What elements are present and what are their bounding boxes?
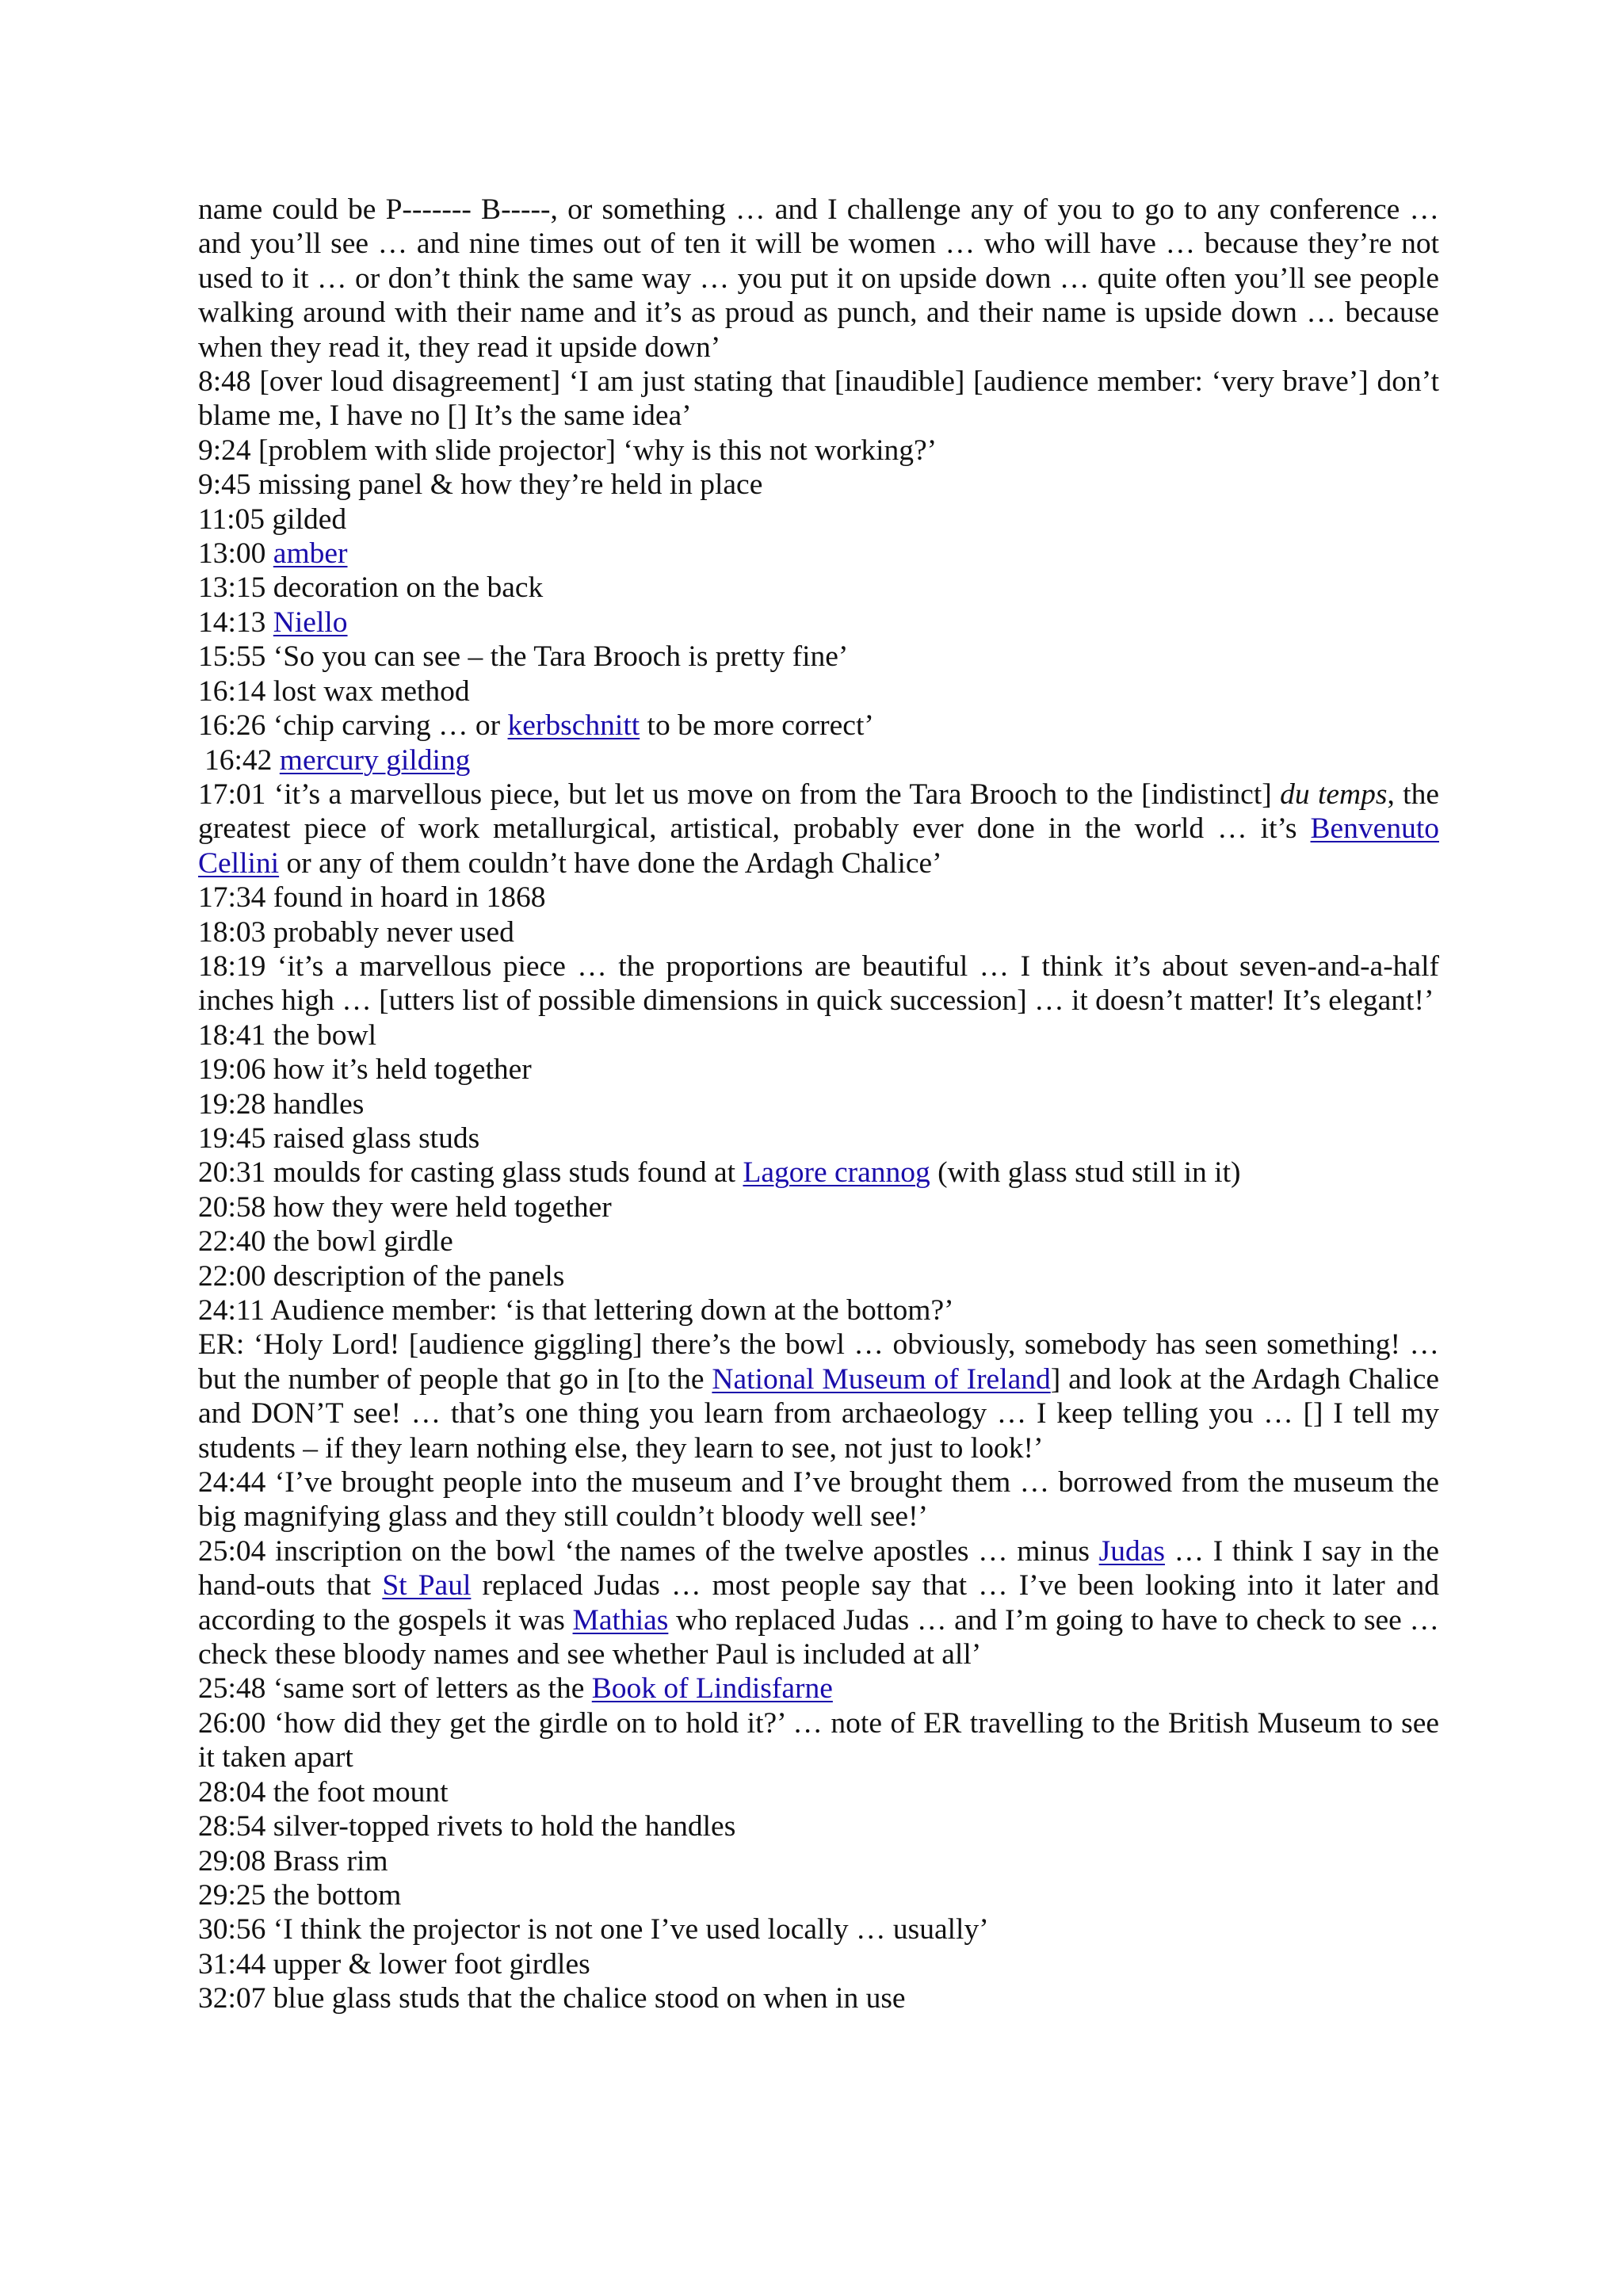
paragraph-text: 9:24 [problem with slide projector] ‘why is this not working?’ — [198, 434, 938, 467]
reference-link[interactable]: National Museum of Ireland — [712, 1362, 1051, 1396]
transcript-paragraph — [198, 537, 1439, 571]
paragraph-text: 14:13 — [198, 606, 273, 639]
transcript-paragraph — [198, 1121, 1439, 1156]
reference-link[interactable]: Mathias — [572, 1603, 669, 1637]
paragraph-text: 20:58 how they were held together — [198, 1190, 612, 1224]
paragraph-text: 11:05 gilded — [198, 502, 347, 536]
paragraph-text: replaced Judas … most people say that … I’ve been looking into it later and according to the gospels it was — [198, 1569, 1439, 1637]
reference-link[interactable]: Lagore crannog — [743, 1156, 930, 1190]
paragraph-text: 25:04 inscription on the bowl ‘the names of the twelve apostles … minus — [198, 1534, 1099, 1568]
transcript-paragraph — [198, 1087, 1439, 1121]
transcript-paragraph — [198, 1534, 1439, 1672]
paragraph-text: 22:00 description of the panels — [198, 1259, 565, 1293]
paragraph-text: 28:04 the foot mount — [198, 1775, 449, 1809]
paragraph-text: 25:48 ‘same sort of letters as the — [198, 1672, 592, 1706]
paragraph-text: name could be P------- B-----, or something … and I challenge any of you to go to any conference … and you’ll see … and nine times out of ten it will be women … who will have … because they’re not used to it … or don’t think the same way … you put it on upside down … quite often you’ll see people walking around with their name and it’s as proud as punch, and their name is upside down … because when they read it, they read it upside down’ — [198, 193, 1439, 364]
transcript-paragraph — [198, 1328, 1439, 1465]
reference-link[interactable]: St Paul — [382, 1569, 472, 1603]
transcript-paragraph — [198, 606, 1439, 640]
transcript-paragraph — [198, 1224, 1439, 1259]
transcript-paragraph — [198, 1775, 1439, 1809]
reference-link[interactable]: amber — [273, 537, 348, 571]
paragraph-text: 30:56 ‘I think the projector is not one I’ve used locally … usually’ — [198, 1913, 989, 1946]
paragraph-text: 16:42 — [204, 743, 280, 777]
reference-link[interactable]: Benvenuto Cellini — [198, 812, 1439, 880]
transcript-paragraph — [198, 1878, 1439, 1912]
transcript-paragraph — [198, 881, 1439, 915]
transcript-paragraph — [198, 640, 1439, 674]
transcript-paragraph — [198, 949, 1439, 1018]
paragraph-text: 13:15 decoration on the back — [198, 571, 544, 605]
italic-text: du temps — [1280, 777, 1388, 811]
paragraph-text: ER: ‘Holy Lord! [audience giggling] there’s the bowl … obviously, somebody has seen something! … but the number of people that go in [to the — [198, 1328, 1439, 1396]
transcript-paragraph — [198, 1912, 1439, 1946]
paragraph-text: ] and look at the Ardagh Chalice and DON’T see! … that’s one thing you learn from archaeology … I keep telling you … [] I tell my students – if they learn nothing else, they learn to see, not just to look!’ — [198, 1362, 1440, 1465]
paragraph-text: 8:48 [over loud disagreement] ‘I am just stating that [inaudible] [audience member: ‘very brave’] don’t blame me, I have no [] It’s the same idea’ — [198, 365, 1439, 433]
paragraph-text: 13:00 — [198, 537, 273, 571]
transcript-paragraph — [198, 1947, 1439, 1981]
reference-link[interactable]: kerbschnitt — [507, 709, 640, 743]
transcript-paragraph — [198, 1259, 1439, 1293]
paragraph-text: who replaced Judas … and I’m going to have to check to see … check these bloody names and see whether Paul is included at all’ — [198, 1603, 1440, 1671]
transcript-paragraph — [198, 434, 1439, 468]
transcript-paragraph — [198, 468, 1439, 502]
transcript-paragraph — [198, 502, 1439, 537]
paragraph-text: 28:54 silver-topped rivets to hold the handles — [198, 1810, 736, 1843]
paragraph-text: 29:08 Brass rim — [198, 1844, 388, 1878]
transcript-paragraph — [198, 1981, 1439, 2015]
paragraph-text: 16:26 ‘chip carving … or — [198, 709, 508, 743]
transcript-paragraph — [198, 1809, 1439, 1843]
transcript-paragraph — [198, 1052, 1439, 1087]
transcript-paragraph — [198, 1156, 1439, 1190]
transcript-paragraph — [198, 1706, 1439, 1775]
reference-link[interactable]: Niello — [273, 606, 348, 639]
transcript-paragraph — [198, 709, 1439, 743]
paragraph-text: (with glass stud still in it) — [930, 1156, 1241, 1190]
transcript-paragraph — [198, 743, 1439, 777]
paragraph-text: 18:41 the bowl — [198, 1018, 376, 1052]
transcript-paragraph — [198, 365, 1439, 434]
paragraph-text: … I think I say in the hand-outs that — [198, 1534, 1439, 1603]
paragraph-text: 17:34 found in hoard in 1868 — [198, 881, 546, 915]
reference-link[interactable]: Judas — [1098, 1534, 1165, 1568]
transcript-paragraph — [198, 777, 1439, 881]
paragraph-text: 19:28 handles — [198, 1087, 365, 1121]
transcript-paragraph — [198, 1018, 1439, 1052]
paragraph-text: 16:14 lost wax method — [198, 674, 470, 708]
paragraph-text: 29:25 the bottom — [198, 1878, 402, 1912]
paragraph-text: 18:03 probably never used — [198, 915, 514, 949]
transcript-paragraph — [198, 674, 1439, 709]
transcript-paragraph — [198, 1844, 1439, 1878]
paragraph-text: 17:01 ‘it’s a marvellous piece, but let us move on from the Tara Brooch to the [indistinct] — [198, 777, 1281, 811]
paragraph-text: 15:55 ‘So you can see – the Tara Brooch is pretty fine’ — [198, 640, 849, 674]
transcript-paragraph — [198, 1293, 1439, 1328]
document-page — [198, 193, 1439, 2016]
paragraph-text: to be more correct’ — [640, 709, 874, 743]
paragraph-text: 26:00 ‘how did they get the girdle on to hold it?’ … note of ER travelling to the British Museum to see it taken apart — [198, 1706, 1439, 1775]
paragraph-text: or any of them couldn’t have done the Ardagh Chalice’ — [279, 846, 942, 880]
paragraph-text: 31:44 upper & lower foot girdles — [198, 1947, 590, 1981]
paragraph-text: 9:45 missing panel & how they’re held in place — [198, 468, 763, 502]
paragraph-text: 18:19 ‘it’s a marvellous piece … the proportions are beautiful … I think it’s about seven-and-a-half inches high … [utters list of possible dimensions in quick succession] … it doesn’t matter! It’s elegant!’ — [198, 949, 1439, 1018]
paragraph-text: 19:45 raised glass studs — [198, 1121, 480, 1155]
transcript-paragraph — [198, 1465, 1439, 1534]
paragraph-text: , the greatest piece of work metallurgical, artistical, probably ever done in the world … it’s — [198, 777, 1439, 846]
paragraph-text: 22:40 the bowl girdle — [198, 1225, 453, 1259]
transcript-paragraph — [198, 1671, 1439, 1706]
transcript-paragraph — [198, 915, 1439, 949]
paragraph-text: 24:11 Audience member: ‘is that lettering down at the bottom?’ — [198, 1294, 954, 1327]
paragraph-text: 20:31 moulds for casting glass studs found at — [198, 1156, 743, 1190]
paragraph-text: 24:44 ‘I’ve brought people into the museum and I’ve brought them … borrowed from the museum the big magnifying glass and they still couldn’t bloody well see!’ — [198, 1466, 1439, 1534]
transcript-paragraph — [198, 1190, 1439, 1224]
transcript-paragraph — [198, 193, 1439, 365]
paragraph-text: 19:06 how it’s held together — [198, 1053, 532, 1087]
paragraph-text: 32:07 blue glass studs that the chalice stood on when in use — [198, 1982, 906, 2015]
reference-link[interactable]: mercury gilding — [279, 743, 471, 777]
transcript-paragraph — [198, 571, 1439, 605]
reference-link[interactable]: Book of Lindisfarne — [591, 1672, 833, 1706]
